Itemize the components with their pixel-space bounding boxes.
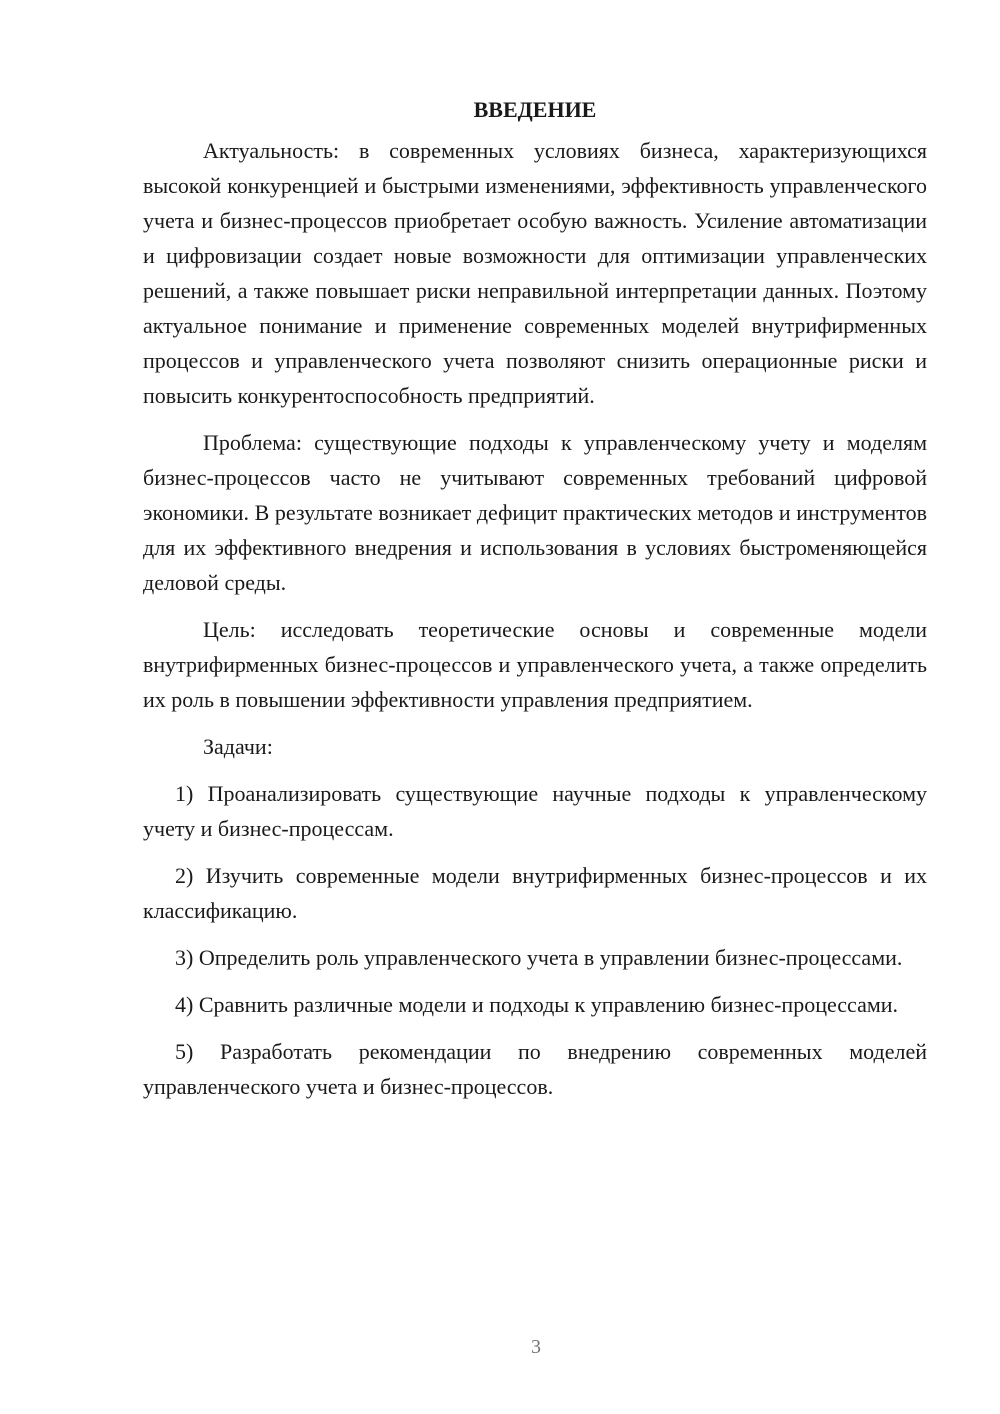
page-title: ВВЕДЕНИЕ [473,97,597,122]
task-item: 2) Изучить современные модели внутрифирменных бизнес-процессов и их классификацию. [143,863,927,923]
page-number: 3 [531,1336,541,1358]
task-item: 5) Разработать рекомендации по внедрению современных моделей управленческого учета и бизнес-процессов. [143,1039,927,1099]
page-content [143,92,927,1116]
task-item: 3) Определить роль управленческого учета в управлении бизнес-процессами. [175,945,903,970]
task-item: 4) Сравнить различные модели и подходы к управлению бизнес-процессами. [175,992,899,1017]
paragraph-relevance: Актуальность: в современных условиях бизнеса, характеризующихся высокой конкуренцией и быстрыми изменениями, эффективность управленческого учета и бизнес-процессов приобретает особую важность. Усиление автоматизации и цифровизации создает новые возможности для оптимизации управленческих решений, а также повышает риски неправильной интерпретации данных. Поэтому актуальное понимание и применение современных моделей внутрифирменных процессов и управленческого учета позволяют снизить операционные риски и повысить конкурентоспособность предприятий. [143,138,927,408]
task-item: 1) Проанализировать существующие научные подходы к управленческому учету и бизнес-процессам. [143,781,927,841]
paragraph-goal: Цель: исследовать теоретические основы и современные модели внутрифирменных бизнес-процессов и управленческого учета, а также определить их роль в повышении эффективности управления предприятием. [143,617,927,712]
paragraph-problem: Проблема: существующие подходы к управленческому учету и моделям бизнес-процессов часто не учитывают современных требований цифровой экономики. В результате возникает дефицит практических методов и инструментов для их эффективного внедрения и использования в условиях быстроменяющейся деловой среды. [143,430,927,595]
tasks-heading: Задачи: [203,734,273,759]
